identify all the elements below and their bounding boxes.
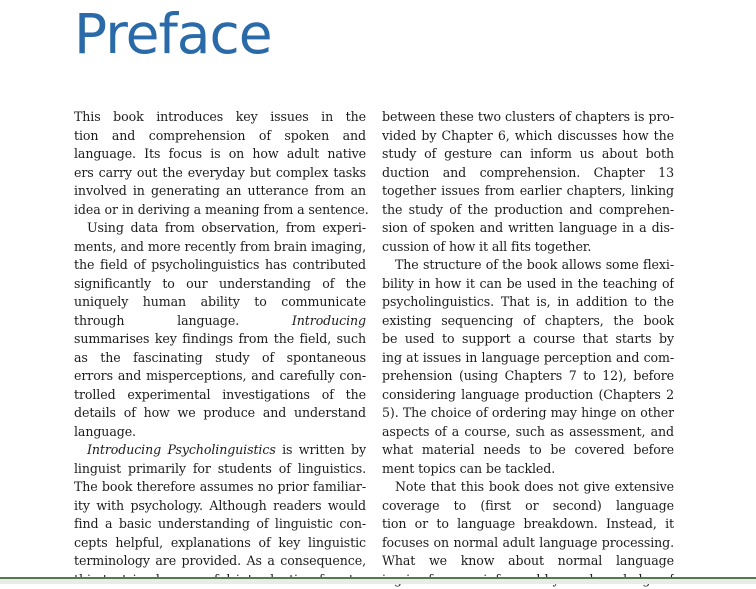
text-run: what material needs to be covered before	[382, 442, 674, 460]
text-run: focuses on normal adult language processing.	[382, 535, 674, 550]
right-column	[382, 108, 674, 589]
text-line	[74, 552, 366, 571]
text-line	[382, 275, 674, 294]
text-line	[382, 256, 674, 275]
text-run: existing sequencing of chapters, the book	[382, 313, 674, 331]
text-run: between these two clusters of chapters is pro-	[382, 109, 674, 124]
text-line	[74, 330, 366, 349]
text-line	[74, 404, 366, 423]
text-line	[74, 256, 366, 275]
text-line	[382, 312, 674, 331]
text-run: the study of the production and comprehen-	[382, 202, 674, 217]
text-line	[74, 423, 366, 442]
text-run: Note that this book does not give extensive	[395, 479, 674, 494]
text-line	[382, 108, 674, 127]
book-title-italic: Introducing	[74, 313, 366, 331]
text-line	[382, 552, 674, 571]
text-run: ers carry out the everyday but complex tasks	[74, 165, 366, 180]
text-run: This book introduces key issues in the	[74, 109, 366, 127]
text-run: The structure of the book allows some flexi-	[395, 257, 674, 272]
text-line	[74, 386, 366, 405]
text-line	[74, 460, 366, 479]
text-run: The book therefore assumes no prior familiar-	[74, 479, 366, 494]
text-run: cepts helpful, explanations of key linguistic	[74, 535, 366, 550]
text-run: tion and comprehension of spoken and	[74, 128, 366, 146]
text-line	[74, 367, 366, 386]
text-run: significantly to our understanding of the	[74, 276, 366, 291]
text-run: duction and comprehension. Chapter 13	[382, 165, 674, 183]
text-line	[382, 441, 674, 460]
text-line	[382, 534, 674, 553]
text-run: find a basic understanding of linguistic con-	[74, 516, 366, 531]
bottom-shade	[0, 579, 756, 584]
text-run: coverage to (first or second) language	[382, 498, 674, 516]
text-run: ity with psychology. Although readers would	[74, 498, 366, 513]
left-column	[74, 108, 366, 589]
text-line	[382, 386, 674, 405]
text-run: ing at issues in language perception and com-	[382, 350, 674, 365]
text-line	[382, 497, 674, 516]
text-line	[382, 330, 674, 349]
text-line	[74, 293, 366, 312]
text-run: bility in how it can be used in the teaching of	[382, 276, 674, 291]
text-line	[74, 275, 366, 294]
text-run: together issues from earlier chapters, linking	[382, 183, 674, 198]
text-line	[382, 201, 674, 220]
text-line	[382, 478, 674, 497]
text-run: terminology are provided. As a consequence,	[74, 553, 366, 568]
text-run: prehension (using Chapters 7 to 12), before	[382, 368, 674, 383]
text-line	[74, 441, 366, 460]
text-line	[74, 312, 366, 331]
text-run: sion of spoken and written language in a dis-	[382, 220, 674, 235]
text-run: cussion of how it all fits together.	[382, 239, 591, 254]
text-run: ment topics can be tackled.	[382, 461, 555, 476]
text-run: be used to support a course that starts by	[382, 331, 674, 349]
text-run: vided by Chapter 6, which discusses how the	[382, 128, 674, 143]
text-run: language. Its focus is on how adult native	[74, 146, 366, 164]
text-run: linguist primarily for students of linguistics.	[74, 461, 366, 476]
text-line	[382, 460, 674, 479]
text-run: language.	[74, 424, 136, 439]
text-line	[382, 515, 674, 534]
text-line	[74, 182, 366, 201]
text-run: trolled experimental investigations of the	[74, 387, 366, 402]
text-line	[74, 145, 366, 164]
text-run: details of how we produce and understand	[74, 405, 366, 420]
text-line	[382, 182, 674, 201]
text-line	[74, 219, 366, 238]
text-line	[382, 219, 674, 238]
text-line	[74, 238, 366, 257]
text-run: the field of psycholinguistics has contributed	[74, 257, 366, 272]
text-line	[74, 127, 366, 146]
text-line	[74, 108, 366, 127]
page-title: Preface	[74, 0, 272, 72]
text-run: considering language production (Chapters 2	[382, 387, 674, 405]
text-line	[74, 349, 366, 368]
text-line	[74, 164, 366, 183]
text-line	[382, 367, 674, 386]
text-line	[74, 201, 366, 220]
text-line	[382, 404, 674, 423]
text-run: psycholinguistics. That is, in addition to the	[382, 294, 674, 309]
text-run: is written by	[74, 442, 366, 460]
text-run: ments, and more recently from brain imaging,	[74, 239, 366, 254]
text-run: as the fascinating study of spontaneous	[74, 350, 366, 368]
text-run: 5). The choice of ordering may hinge on other	[382, 405, 674, 420]
book-title-italic: Introducing Psycholinguistics	[87, 442, 276, 457]
text-run: uniquely human ability to communicate	[74, 294, 366, 309]
text-run: involved in generating an utterance from an	[74, 183, 366, 198]
text-line	[74, 497, 366, 516]
text-line	[74, 534, 366, 553]
text-line	[382, 349, 674, 368]
text-line	[74, 478, 366, 497]
text-run: through language.	[74, 313, 239, 328]
text-run: study of gesture can inform us about both	[382, 146, 674, 164]
text-run: Using data from observation, from experi-	[87, 220, 366, 235]
text-line	[382, 238, 674, 257]
text-line	[74, 515, 366, 534]
text-line	[382, 164, 674, 183]
text-line	[382, 293, 674, 312]
text-line	[382, 127, 674, 146]
text-run: aspects of a course, such as assessment, and	[382, 424, 674, 442]
text-run: summarises key findings from the field, such	[74, 331, 366, 346]
text-line	[382, 423, 674, 442]
text-run: errors and misperceptions, and carefully con-	[74, 368, 366, 383]
text-line	[382, 145, 674, 164]
text-run: idea or in deriving a meaning from a sentence.	[74, 202, 369, 217]
text-run: What we know about normal language	[382, 553, 674, 571]
text-run: tion or to language breakdown. Instead, it	[382, 516, 674, 531]
